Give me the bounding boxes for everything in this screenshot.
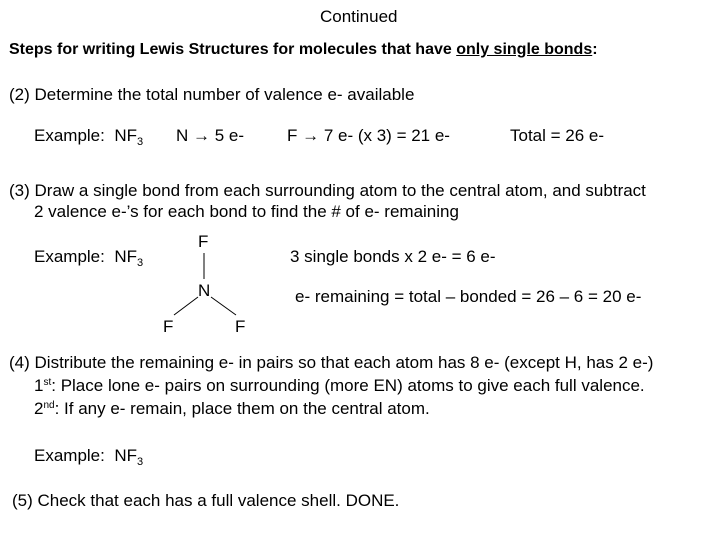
step-4-example <box>34 446 143 468</box>
page-title: Continued <box>320 7 398 26</box>
step-3-line2: 2 valence e-’s for each bond to find the # of e- remaining <box>34 202 459 221</box>
remaining-electrons-calc: e- remaining = total – bonded = 26 – 6 = 20 e- <box>295 287 642 306</box>
heading-prefix: Steps for writing Lewis Structures for molecules that have <box>9 41 457 58</box>
atom-central-nitrogen: N <box>198 281 211 300</box>
example-label: Example: <box>34 126 105 145</box>
example-label: Example: <box>34 446 105 465</box>
molecule-formula: $NF_3$ <box>114 446 144 468</box>
step-2-number: (2) <box>9 85 30 104</box>
atom-right-fluorine: F <box>235 317 246 336</box>
step-5: (5) Check that each has a full valence shell. DONE. <box>12 491 400 510</box>
atom-left-fluorine: F <box>163 317 174 336</box>
heading-suffix: : <box>592 41 598 58</box>
step-4-second: 2nd: If any e- remain, place them on the central atom. <box>34 399 430 418</box>
step-4 <box>9 353 653 373</box>
total-valence: Total = 26 e- <box>510 126 605 145</box>
step-3-line1: Draw a single bond from each surrounding atom to the central atom, and subtract <box>34 181 646 200</box>
bond-left <box>174 297 198 315</box>
heading-emphasis: only single bonds <box>456 41 593 58</box>
molecule-formula: $NF_3$ <box>114 247 144 269</box>
molecule-formula: $NF_3$ <box>114 126 144 148</box>
atom-top-fluorine: F <box>198 232 209 251</box>
step-4-number: (4) <box>9 353 30 372</box>
fluorine-valence: F → 7 e- (x 3) = 21 e- <box>287 126 450 145</box>
step-2-text: Determine the total number of valence e- available <box>34 85 415 104</box>
example-label: Example: <box>34 247 105 266</box>
bond-right <box>211 297 236 315</box>
step-4-first: 1st: Place lone e- pairs on surrounding (more EN) atoms to give each full valence. <box>34 376 645 395</box>
step-3-number: (3) <box>9 181 30 200</box>
step-4-line1: Distribute the remaining e- in pairs so that each atom has 8 e- (except H, has 2 e-) <box>34 353 654 372</box>
nitrogen-valence: N → 5 e- <box>176 126 245 145</box>
bonded-electrons-calc: 3 single bonds x 2 e- = 6 e- <box>290 247 496 266</box>
